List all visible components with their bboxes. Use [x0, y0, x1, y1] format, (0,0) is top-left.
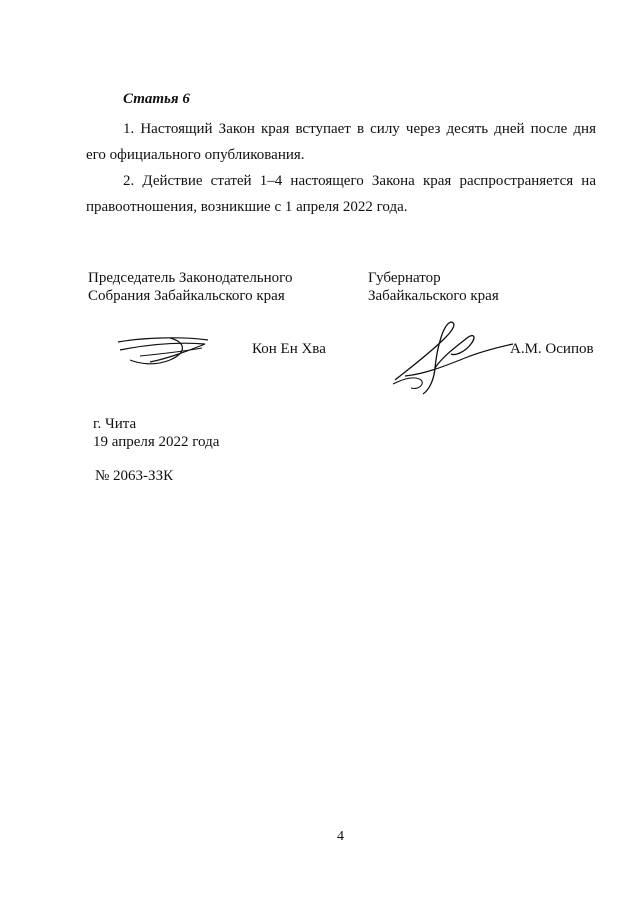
law-number: № 2063-ЗЗК — [95, 468, 174, 484]
governor-name: А.М. Осипов — [510, 341, 594, 357]
governor-title-line-1: Губернатор — [368, 270, 441, 286]
article-paragraph-2 — [86, 168, 596, 220]
page-number: 4 — [337, 829, 344, 844]
article-paragraph-1 — [86, 116, 596, 168]
chairman-title — [88, 269, 292, 305]
place-and-date — [93, 415, 219, 451]
date: 19 апреля 2022 года — [93, 434, 220, 450]
paragraph-1-line-2: его официального опубликования. — [86, 147, 305, 163]
paragraph-1-line-1: 1. Настоящий Закон края вступает в силу через десять дней после дня — [123, 121, 596, 137]
chairman-title-line-2: Собрания Забайкальского края — [88, 288, 285, 304]
city: г. Чита — [93, 416, 137, 432]
paragraph-2-line-2: правоотношения, возникшие с 1 апреля 2022 года. — [86, 199, 408, 215]
governor-title-line-2: Забайкальского края — [368, 288, 499, 304]
chairman-title-line-1: Председатель Законодательного — [88, 270, 293, 286]
governor-title — [368, 269, 499, 305]
article-heading: Статья 6 — [123, 91, 190, 107]
governor-signature — [385, 318, 520, 398]
paragraph-2-line-1: 2. Действие статей 1–4 настоящего Закона края распространяется на — [123, 173, 596, 189]
chairman-name: Кон Ен Хва — [252, 341, 326, 357]
chairman-signature — [110, 330, 220, 375]
